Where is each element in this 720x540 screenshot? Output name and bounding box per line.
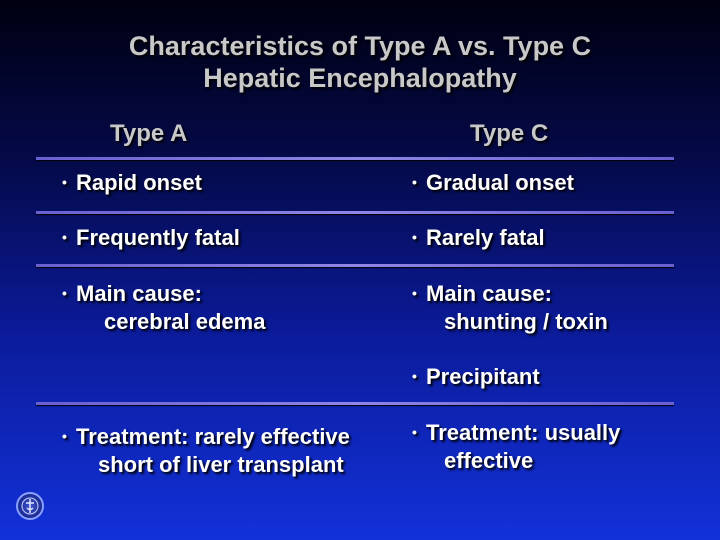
- divider-2: [36, 211, 674, 214]
- bullet-icon: •: [412, 174, 417, 190]
- bullet-icon: •: [62, 285, 67, 301]
- slide-title: [0, 30, 720, 94]
- slide-title-line-2: Hepatic Encephalopathy: [203, 63, 517, 93]
- bullet-icon: •: [412, 285, 417, 301]
- type-a-main-cause-detail: cerebral edema: [104, 309, 266, 334]
- type-a-main-cause: • Main cause: cerebral edema: [62, 281, 266, 334]
- type-c-precipitant: • Precipitant: [412, 364, 540, 389]
- bullet-icon: •: [62, 229, 67, 245]
- institution-seal-icon: [16, 492, 44, 520]
- divider-4: [36, 402, 674, 405]
- divider-1: [36, 157, 674, 160]
- bullet-icon: •: [412, 229, 417, 245]
- divider-3: [36, 264, 674, 267]
- bullet-icon: •: [62, 428, 67, 444]
- type-a-treatment-detail: short of liver transplant: [98, 452, 344, 477]
- type-c-main-cause: • Main cause: shunting / toxin: [412, 281, 608, 334]
- type-c-main-cause-detail: shunting / toxin: [444, 309, 608, 334]
- type-c-onset: • Gradual onset: [412, 170, 574, 195]
- type-c-treatment-detail: effective: [444, 448, 534, 473]
- type-c-treatment: • Treatment: usually effective: [412, 420, 621, 473]
- slide-title-line-1: Characteristics of Type A vs. Type C: [128, 31, 592, 61]
- bullet-icon: •: [412, 424, 417, 440]
- column-header-type-c: Type C: [470, 120, 549, 147]
- type-a-treatment: • Treatment: rarely effective short of liver transplant: [62, 424, 350, 477]
- bullet-icon: •: [62, 174, 67, 190]
- type-a-fatality: • Frequently fatal: [62, 225, 240, 250]
- column-header-type-a: Type A: [110, 120, 188, 147]
- bullet-icon: •: [412, 368, 417, 384]
- type-c-fatality: • Rarely fatal: [412, 225, 545, 250]
- type-a-onset: • Rapid onset: [62, 170, 202, 195]
